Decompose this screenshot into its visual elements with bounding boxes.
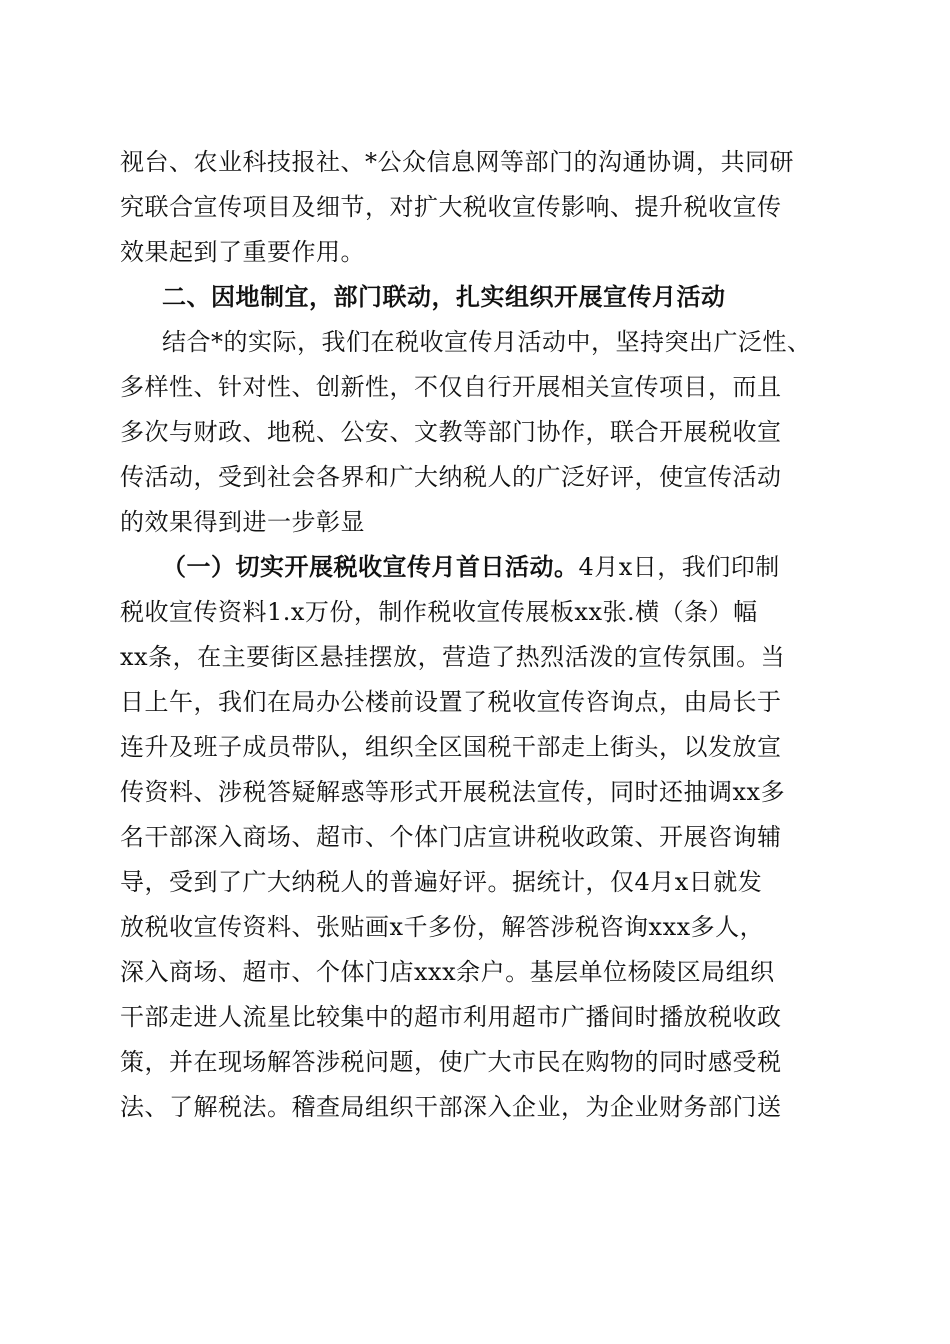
text-line: 结合*的实际，我们在税收宣传月活动中，坚持突出广泛性、 (162, 328, 812, 356)
text-line: 究联合宣传项目及细节，对扩大税收宣传影响、提升税收宣传 (120, 193, 782, 221)
text-line (162, 552, 780, 582)
text-line: 多次与财政、地税、公安、文教等部门协作，联合开展税收宣 (120, 418, 782, 446)
text-line: 传活动，受到社会各界和广大纳税人的广泛好评，使宣传活动 (120, 463, 782, 491)
text-line: 导，受到了广大纳税人的普遍好评。据统计，仅4月x日就发 (120, 868, 763, 896)
text-line: 干部走进人流星比较集中的超市利用超市广播间时播放税收政 (120, 1003, 782, 1031)
text-line: 多样性、针对性、创新性，不仅自行开展相关宣传项目，而且 (120, 373, 782, 401)
text-line: 税收宣传资料1.x万份，制作税收宣传展板xx张.横（条）幅 (120, 598, 758, 626)
text-line: 连升及班子成员带队，组织全区国税干部走上街头，以发放宣 (120, 733, 782, 761)
text-line: xx条，在主要街区悬挂摆放，营造了热烈活泼的宣传氛围。当 (120, 643, 786, 671)
subsection-lead: （一）切实开展税收宣传月首日活动。 (162, 552, 579, 581)
text-line: 名干部深入商场、超市、个体门店宣讲税收政策、开展咨询辅 (120, 823, 782, 851)
text-line: 深入商场、超市、个体门店xxx余户。基层单位杨陵区局组织 (120, 958, 775, 986)
text-span: 4月x日，我们印制 (578, 553, 780, 581)
text-line: 放税收宣传资料、张贴画x千多份，解答涉税咨询xxx多人， (120, 913, 765, 941)
text-line: 法、了解税法。稽查局组织干部深入企业，为企业财务部门送 (120, 1093, 782, 1121)
text-line: 日上午，我们在局办公楼前设置了税收宣传咨询点，由局长于 (120, 688, 782, 716)
text-line: 的效果得到进一步彰显 (120, 508, 365, 536)
text-line: 视台、农业科技报社、*公众信息网等部门的沟通协调，共同研 (120, 148, 794, 176)
text-line: 效果起到了重要作用。 (120, 238, 365, 266)
text-line: 传资料、涉税答疑解惑等形式开展税法宣传，同时还抽调xx多 (120, 778, 786, 806)
section-heading: 二、因地制宜，部门联动，扎实组织开展宣传月活动 (162, 283, 726, 311)
text-line: 策，并在现场解答涉税问题，使广大市民在购物的同时感受税 (120, 1048, 782, 1076)
